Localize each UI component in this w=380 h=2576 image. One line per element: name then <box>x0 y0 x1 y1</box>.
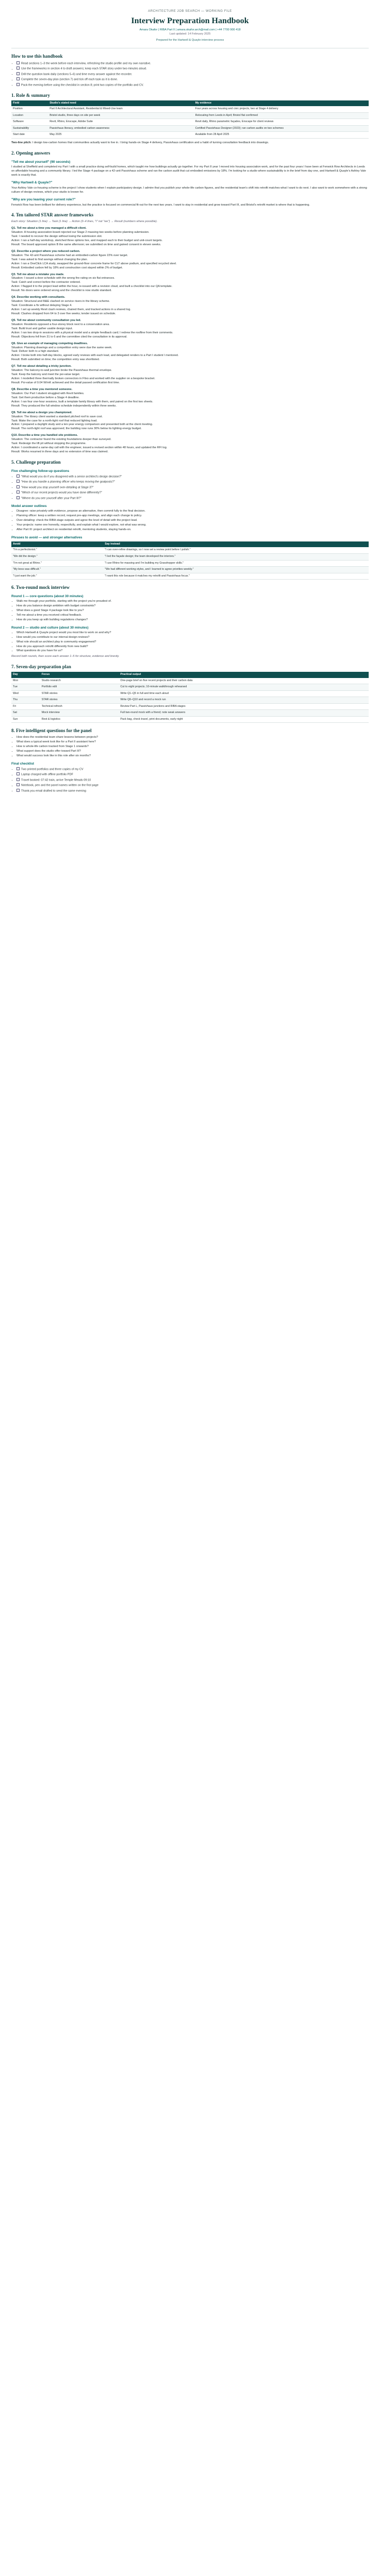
list-item: • What does a typical week look like for a Part II assistant here? <box>16 740 369 744</box>
mock-tip: Record both rounds, then score each answer 1–5 for structure, evidence and brevity. <box>11 655 120 658</box>
list-item <box>16 485 369 490</box>
prepared-for: Prepared for the Hartwell & Quayle interview process <box>156 39 224 42</box>
opening-answer: Your Ashley Vale co-housing scheme is the project I show students when I explain participatory design. I admire that you publish your whole-life carbon figures, and the residential team's shift into retrofit matches what I want to do next. I also want to work somewhere with a strong culture of design reviews, which your studio is known for. <box>11 186 367 194</box>
star-result: Result: Psi-value of 0.04 W/mK achieved and the detail passed certification first time. <box>11 381 120 385</box>
checkbox-icon <box>16 490 20 494</box>
table-cell: Sat <box>11 710 40 717</box>
table-cell: "I'm not great at Rhino." <box>11 560 103 567</box>
list-item <box>16 66 369 71</box>
table-cell: Bristol studio, three days on site per week <box>48 112 193 119</box>
table-cell: Sun <box>11 716 40 723</box>
star-situation: Situation: The balcony-to-wall junction broke the Passivhaus thermal envelope. <box>11 369 112 372</box>
list-item: • How would you contribute to our internal design reviews? <box>16 636 369 640</box>
star-result: Result: No doors were ordered wrong and the checklist is now studio standard. <box>11 289 112 293</box>
opening-answer: Fenwick Row has been brilliant for delivery experience, but the practice is focused on commercial fit-out for the next two years. I want to stay in residential and grow toward Part III, and Bristol's retrofit market is where that is happening. <box>11 203 310 207</box>
round2-list <box>11 631 369 654</box>
star-task: Task: Catch and correct before the contractor ordered. <box>11 281 81 284</box>
star-result: Result: Embodied carbon fell by 18% and construction cost stayed within 2% of budget. <box>11 266 123 269</box>
table-cell: Passivhaus literacy, embodied carbon awareness <box>48 125 193 132</box>
mock-heading: 6. Two-round mock interview <box>11 585 70 590</box>
final-checklist <box>11 767 369 793</box>
star-result: Result: The board approved option B the same afternoon; we submitted on time and gained consent in eleven weeks. <box>11 243 161 246</box>
intro-item: Drill the question bank daily (sections 5–6) and time every answer against the recorder. <box>21 73 133 76</box>
table-row <box>11 106 369 112</box>
table-cell: Revit, Rhino, Enscape, Adobe Suite <box>48 119 193 126</box>
table-cell: STAR stories <box>40 697 119 704</box>
list-item <box>16 496 369 501</box>
table-cell: "I want this role because it matches my retrofit and Passivhaus focus." <box>103 573 369 580</box>
list-item: • Disagree: raise privately with evidence, propose an alternative, then commit fully to the final decision. <box>16 510 369 514</box>
pitch-text: I design low-carbon homes that communities actually want to live in. I bring hands-on Stage 4 delivery, Passivhaus certification and a habit of turning consultation feedback into drawings. <box>32 141 269 144</box>
profile-table <box>11 100 369 139</box>
star-action: Action: I ran a OneClick LCA study, swapped the ground-floor concrete frame for CLT above podium, and specified recycled steel. <box>11 262 177 265</box>
star-result: Result: Works resumed in three days and no extension of time was claimed. <box>11 450 108 454</box>
table-cell: "I can over-refine drawings, so I now set a review point before I polish." <box>103 547 369 553</box>
opening-heading: 2. Opening answers <box>11 150 51 156</box>
table-row <box>11 678 369 684</box>
table-row <box>11 716 369 723</box>
list-item: • How is whole-life carbon tracked from Stage 1 onwards? <box>16 745 369 749</box>
challenge-heading: 5. Challenge preparation <box>11 460 61 465</box>
table-cell: Mock interview <box>40 710 119 717</box>
star-action: Action: I broke both into half-day blocks, agreed early reviews with each lead, and delegated renders to a Part I student I mentored. <box>11 354 179 358</box>
list-item <box>16 72 369 77</box>
star-question: Q6. Give an example of managing competing deadlines. <box>11 342 88 345</box>
model-answer-list <box>11 510 369 532</box>
checklist-item: Travel booked: 07:42 train, arrive Temple Meads 09:10 <box>21 778 91 782</box>
challenge-subheading: Five challenging follow-up questions <box>11 469 70 473</box>
star-situation: Situation: I issued a door schedule with the wrong fire rating on six flat entrances. <box>11 277 115 280</box>
list-item: • How do you balance design ambition with budget constraints? <box>16 604 369 608</box>
star-situation: Situation: A housing association board rejected our Stage 2 massing two weeks before planning submission. <box>11 231 150 234</box>
challenge-question-list <box>11 474 369 501</box>
table-row <box>11 684 369 691</box>
table-cell: Available from 28 April 2025 <box>194 132 369 139</box>
checkbox-icon <box>16 83 20 86</box>
column-header: Say instead <box>103 541 369 548</box>
list-item <box>16 778 369 783</box>
table-cell: Studio research <box>40 678 119 684</box>
star-situation: Situation: The contractor found the existing foundations deeper than surveyed. <box>11 438 111 442</box>
star-situation: Situation: Our Part I student struggled with Revit families. <box>11 392 85 395</box>
challenge-question: "Where do you see yourself after your Part III?" <box>21 497 81 500</box>
column-header: Practical output <box>119 672 369 678</box>
list-item: • Planning officer: keep a written record, request pre-app meetings, and align each change to policy. <box>16 514 369 518</box>
plan-heading: 7. Seven-day preparation plan <box>11 664 71 670</box>
checkbox-icon[interactable] <box>16 772 20 775</box>
star-result: Result: The north-light roof was approved; the building now runs 30% below its lighting energy budget. <box>11 427 142 431</box>
table-cell: May 2025 <box>48 132 193 139</box>
star-task: Task: Get them productive before a Stage 4 deadline. <box>11 396 80 399</box>
table-cell: Certified Passivhaus Designer (2023); ran carbon audits on two schemes <box>194 125 369 132</box>
list-item: • After Part III: project architect on residential retrofit, mentoring students, staying hands-on. <box>16 528 369 532</box>
intro-item: Pack the evening before using the checklist in section 8; print two copies of the portfolio and CV. <box>21 83 144 87</box>
checkbox-icon <box>16 72 20 75</box>
star-result: Result: Objections fell from 31 to 6 and the committee cited the consultation in its approval. <box>11 335 127 338</box>
opening-subheading: "Why are you leaving your current role?" <box>11 198 76 202</box>
star-question: Q3. Tell me about a mistake you made. <box>11 273 64 276</box>
challenge-subheading: Phrases to avoid — and stronger alternatives <box>11 535 82 539</box>
panel-questions-list <box>11 736 369 758</box>
column-header: My evidence <box>194 100 369 107</box>
last-updated: Last updated: 14 February 2025 <box>169 32 211 36</box>
table-cell: Relocating from Leeds in April; Bristol flat confirmed <box>194 112 369 119</box>
checklist-item: Two printed portfolios and three copies of my CV <box>21 768 84 771</box>
pitch-label: Two-line pitch: <box>11 141 32 144</box>
star-action: Action: I set up weekly Revit clash reviews, chaired them, and tracked actions in a shared log. <box>11 308 131 312</box>
table-cell: Pack bag, check travel, print documents, early night <box>119 716 369 723</box>
table-cell: STAR stories <box>40 690 119 697</box>
list-item <box>16 789 369 793</box>
star-question: Q9. Tell me about a design you championed. <box>11 411 73 414</box>
star-task: Task: Coordinate a fix without delaying Stage 4. <box>11 304 72 308</box>
star-situation: Situation: Planning drawings and a competition entry were due the same week. <box>11 346 112 349</box>
intro-list <box>11 61 369 88</box>
list-item: • Over-detailing: check the RIBA stage outputs and agree the level of detail with the project lead. <box>16 519 369 523</box>
table-cell: "We did the design." <box>11 554 103 561</box>
opening-answer: I studied at Sheffield and completed my Part I with a small practice doing self-build homes, which taught me how buildings actually go together. For my Part II year I moved into housing association work, and for the past four years I have been at Fenwick Row Architects in Leeds on affordable housing and a community library. I led the Stage 4 package on a 42-unit Passivhaus scheme and ran the carbon audit that cut embodied emissions by 18%. I'm looking for a studio where sustainability is in the brief from day one, and Hartwell & Quayle's Ashley Vale work is exactly that. <box>11 165 366 177</box>
opening-subheading: "Tell me about yourself" (90 seconds) <box>11 160 71 164</box>
star-result: Result: They produced the full window schedule independently within three weeks. <box>11 404 117 408</box>
challenge-question: "Which of our recent projects would you have done differently?" <box>21 491 102 495</box>
star-task: Task: Make the case for a north-light roof that reduced lighting load. <box>11 419 97 422</box>
table-row <box>11 573 369 580</box>
list-item: • Tell me about a time you received critical feedback. <box>16 614 369 618</box>
list-item: • What questions do you have for us? <box>16 649 369 653</box>
mock-subheading: Round 2 — studio and culture (about 30 minutes) <box>11 625 89 630</box>
checklist-heading: Final checklist <box>11 761 35 766</box>
table-cell: "I use Rhino for massing and I'm building my Grasshopper skills." <box>103 560 369 567</box>
star-action: Action: I flagged it to the project lead within the hour, re-issued with a revision cloud, and built a checklist into our QA template. <box>11 285 173 289</box>
mock-subheading: Round 1 — core questions (about 30 minutes) <box>11 594 84 598</box>
round1-list <box>11 600 369 622</box>
table-cell: "I'm a perfectionist." <box>11 547 103 553</box>
table-cell: "I led the façade design; the team developed the interiors." <box>103 554 369 561</box>
list-item <box>16 474 369 479</box>
table-cell: Sustainability <box>11 125 48 132</box>
document-title: Interview Preparation Handbook <box>131 16 249 25</box>
table-cell: Four years across housing and civic projects, two at Stage 4 delivery <box>194 106 369 112</box>
table-cell: Thu <box>11 697 40 704</box>
checkbox-icon <box>16 480 20 483</box>
star-action: Action: I prepared a daylight study and a ten-year energy comparison and presented both at the client meeting. <box>11 423 153 427</box>
table-cell: Full two-round mock with a friend; note weak answers <box>119 710 369 717</box>
star-story <box>11 434 369 454</box>
list-item <box>16 77 369 82</box>
checklist-item: Notebook, pen and the panel names written on the first page <box>21 784 98 787</box>
table-cell: Location <box>11 112 48 119</box>
star-situation: Situation: The 42-unit Passivhaus scheme had an embodied-carbon figure 22% over target. <box>11 253 128 257</box>
star-heading: 4. Ten tailored STAR answer frameworks <box>11 212 94 218</box>
column-header: Focus <box>40 672 119 678</box>
star-action: Action: I coordinated a same-day call with the engineer, issued a revised section within 48 hours, and updated the RFI log. <box>11 446 168 450</box>
checkbox-icon <box>16 485 20 488</box>
checkbox-icon <box>16 77 20 80</box>
list-item: • How does the residential team share lessons between projects? <box>16 736 369 740</box>
star-story <box>11 411 369 432</box>
column-header: Avoid <box>11 541 103 548</box>
list-item <box>16 767 369 772</box>
checkbox-icon[interactable] <box>16 778 20 781</box>
table-cell: Wed <box>11 690 40 697</box>
checkbox-icon <box>16 496 20 499</box>
star-story <box>11 388 369 409</box>
list-item: • What role should an architect play in community engagement? <box>16 640 369 645</box>
author-byline: Amara Okafor | RIBA Part II | amara.okafor.arch@mail.com | +44 7700 900 418 <box>139 28 241 32</box>
star-story <box>11 296 369 316</box>
table-cell: Tue <box>11 684 40 691</box>
star-question: Q10. Describe a time you handled site problems. <box>11 434 78 437</box>
star-action: Action: I ran two drop-in sessions with a physical model and a simple feedback card; I redrew the roofline from their comments. <box>11 331 173 334</box>
pitch-paragraph <box>11 141 369 145</box>
challenge-subheading: Model answer outlines <box>11 504 47 509</box>
table-row <box>11 560 369 567</box>
table-cell: Cut to eight projects; 10-minute walkthrough rehearsed <box>119 684 369 691</box>
column-header: Field <box>11 100 48 107</box>
list-item: • How do you approach retrofit differently from new build? <box>16 645 369 649</box>
list-item: • Walk me through your portfolio, starting with the project you're proudest of. <box>16 600 369 604</box>
star-result: Result: Both submitted on time; the competition entry was shortlisted. <box>11 358 100 362</box>
handbook-page <box>0 0 380 816</box>
table-cell: Start date <box>11 132 48 139</box>
table-row <box>11 112 369 119</box>
list-item <box>16 490 369 495</box>
star-story <box>11 342 369 363</box>
profile-heading: 1. Role & summary <box>11 93 50 98</box>
plan-table <box>11 672 369 723</box>
intro-item: Use the frameworks in section 4 to draft answers; keep each STAR story under two minutes aloud. <box>21 67 147 71</box>
document-kicker: ARCHITECTURE JOB SEARCH — WORKING FILE <box>148 10 232 13</box>
table-cell: Mon <box>11 678 40 684</box>
table-row <box>11 567 369 573</box>
table-row <box>11 125 369 132</box>
list-item: • What does a good Stage 4 package look like to you? <box>16 609 369 613</box>
challenge-question: "What would you do if you disagreed with a senior architect's design decision?" <box>21 475 122 479</box>
table-cell: Part II Architectural Assistant, Residential & Mixed-Use team <box>48 106 193 112</box>
checkbox-icon[interactable] <box>16 767 20 770</box>
star-question: Q7. Tell me about detailing a tricky junction. <box>11 365 72 368</box>
intro-item: Read sections 1–3 the week before each interview, refreshing the studio profile and my own narrative. <box>21 62 151 65</box>
star-story <box>11 250 369 270</box>
table-cell: Review Part L, Passivhaus junctions and RIBA stages <box>119 703 369 710</box>
list-item: • What would success look like in this role after six months? <box>16 754 369 758</box>
table-cell: Write Q6–Q10 and record a mock run <box>119 697 369 704</box>
star-task: Task: Keep the balcony and meet the psi-value target. <box>11 373 80 377</box>
checklist-item: Thank-you email drafted to send the same evening <box>21 789 86 793</box>
table-cell: Rest & logistics <box>40 716 119 723</box>
star-task: Task: I needed to recover the design without losing the submission slot. <box>11 235 103 239</box>
table-cell: Technical refresh <box>40 703 119 710</box>
list-item: • How do you keep up with building regulations changes? <box>16 618 369 622</box>
table-cell: Position <box>11 106 48 112</box>
checkbox-icon[interactable] <box>16 783 20 786</box>
table-cell: "My boss was difficult." <box>11 567 103 573</box>
table-row <box>11 690 369 697</box>
star-situation: Situation: Structural and M&E clashed on service risers in the library scheme. <box>11 300 110 303</box>
star-result: Result: Clashes dropped from 64 to 3 over five weeks; tender issued on schedule. <box>11 312 116 315</box>
star-task: Task: Redesign the lift pit without stopping the programme. <box>11 442 87 446</box>
list-item <box>16 61 369 66</box>
checkbox-icon <box>16 61 20 64</box>
column-header: Day <box>11 672 40 678</box>
checkbox-icon <box>16 66 20 70</box>
list-item: • What support does the studio offer toward Part III? <box>16 750 369 754</box>
checklist-item: Laptop charged with offline portfolio PDF <box>21 773 73 776</box>
table-cell: "We had different working styles, and I learned to agree priorities weekly." <box>103 567 369 573</box>
star-question: Q8. Describe a time you mentored someone. <box>11 387 73 391</box>
list-item <box>16 83 369 88</box>
star-story <box>11 273 369 294</box>
table-cell: "I just want the job." <box>11 573 103 580</box>
star-intro: Each story: Situation (1 line) → Task (1 line) → Action (3–4 lines, "I" not "we") → Result (numbers where possible). <box>11 220 158 224</box>
list-item <box>16 783 369 788</box>
star-situation: Situation: Residents opposed a four-storey block next to a conservation area. <box>11 323 110 326</box>
star-question: Q2. Describe a project where you reduced carbon. <box>11 249 80 253</box>
table-cell: Software <box>11 119 48 126</box>
table-cell: Portfolio edit <box>40 684 119 691</box>
table-cell: One-page brief on five recent projects and their carbon data <box>119 678 369 684</box>
table-cell: Fri <box>11 703 40 710</box>
panel-questions-heading: 8. Five intelligent questions for the panel <box>11 728 92 734</box>
star-action: Action: I modelled three thermally broken connectors in Flixo and worked with the supplier on a bespoke bracket. <box>11 377 155 381</box>
star-question: Q5. Tell me about community consultation you led. <box>11 318 81 322</box>
table-row <box>11 710 369 717</box>
star-action: Action: I ran a half-day workshop, sketched three options live, and mapped each to their budget and unit-count targets. <box>11 239 163 242</box>
table-cell: Write Q1–Q5 in full and time each aloud <box>119 690 369 697</box>
star-story <box>11 227 369 247</box>
star-task: Task: Deliver both to a high standard. <box>11 350 59 353</box>
list-item <box>16 480 369 484</box>
intro-item: Complete the seven-day plan (section 7) and tick off each task as it is done. <box>21 78 118 81</box>
table-row <box>11 697 369 704</box>
star-question: Q4. Describe working with consultants. <box>11 296 65 299</box>
list-item: • Your projects: name one honestly, respectfully, and explain what I would explore, not what was wrong. <box>16 523 369 528</box>
column-header: Studio's stated need <box>48 100 193 107</box>
star-story <box>11 319 369 340</box>
table-row <box>11 132 369 139</box>
opening-subheading: "Why Hartwell & Quayle?" <box>11 181 53 185</box>
star-task: Task: I was asked to find savings without changing the plan. <box>11 258 88 261</box>
table-row <box>11 703 369 710</box>
table-row <box>11 554 369 561</box>
table-row <box>11 547 369 553</box>
star-question: Q1. Tell me about a time you managed a difficult client. <box>11 227 87 230</box>
intro-heading: How to use this handbook <box>11 54 63 59</box>
list-item <box>16 772 369 777</box>
table-cell: Revit daily, Rhino parametric façades, Enscape for client reviews <box>194 119 369 126</box>
document-header <box>11 0 369 48</box>
star-situation: Situation: The library client wanted a standard pitched roof to save cost. <box>11 415 103 418</box>
checkbox-icon <box>16 474 20 478</box>
challenge-question: "How would you stop yourself over-detailing at Stage 3?" <box>21 486 94 489</box>
list-item: • Which Hartwell & Quayle project would you most like to work on and why? <box>16 631 369 635</box>
star-action: Action: I ran four one-hour sessions, built a template family library with them, and paired on the first two sheets. <box>11 400 153 403</box>
star-task: Task: Build trust and gather usable design input. <box>11 327 73 330</box>
table-row <box>11 119 369 126</box>
star-story <box>11 365 369 385</box>
challenge-question: "How do you handle a planning officer who keeps moving the goalposts?" <box>21 480 115 484</box>
phrases-table <box>11 541 369 580</box>
checkbox-icon[interactable] <box>16 789 20 792</box>
